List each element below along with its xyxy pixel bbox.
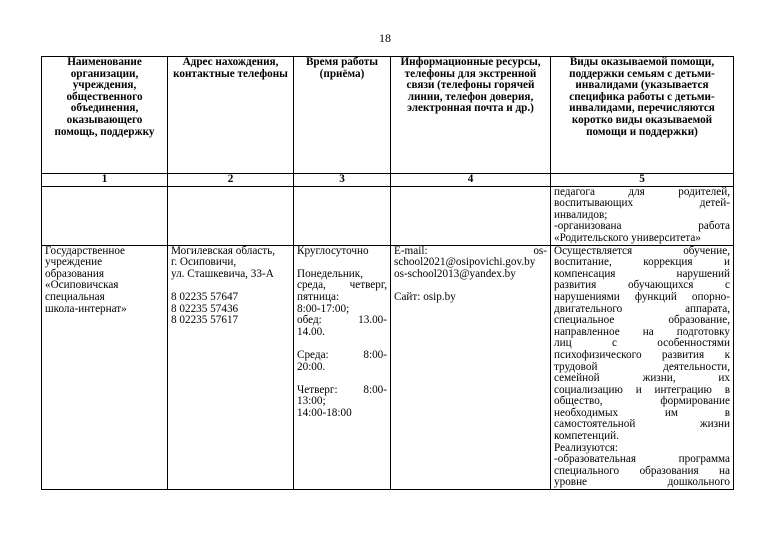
continuation-help-cell [551, 186, 734, 245]
help-line: общество, формирование [554, 395, 730, 408]
email-line: os-school2013@yandex.by [394, 267, 516, 280]
header-organization: Наименование организации, учреждения, общественного объединения, оказывающего помощь, поддержку [42, 57, 168, 174]
phone-number: 8 02235 57436 [171, 302, 239, 315]
column-number: 5 [551, 174, 734, 187]
help-line: педагога для родителей, [554, 185, 730, 198]
help-line: компенсация нарушений [554, 267, 730, 280]
help-line: необходимых им в [554, 406, 730, 419]
organization-line: Государственное [45, 244, 126, 257]
header-help-types: Виды оказываемой помощи, поддержки семьям с детьми-инвалидами (указывается специфика работы с детьми-инвалидами, перечисляются коротко виды оказываемой помощи и поддержки) [551, 57, 734, 174]
address-line: г. Осиповичи, [171, 256, 237, 269]
help-line: лиц с особенностями [554, 337, 730, 350]
organization-cell [42, 245, 168, 489]
hours-line: 13:00; [297, 395, 326, 408]
header-resources: Информационные ресурсы, телефоны для экстренной связи (телефоны горячей линии, телефон доверия, электронная почта и др.) [391, 57, 551, 174]
help-line: -образовательная программа [554, 453, 730, 466]
column-number: 3 [294, 174, 391, 187]
help-line: специальное образование, [554, 314, 730, 327]
help-line: специального образования на [554, 464, 730, 477]
help-line: воспитывающих детей- [554, 197, 730, 210]
cell-empty [42, 186, 168, 245]
hours-line: 14.00. [297, 325, 325, 338]
help-cell [551, 245, 734, 489]
hours-cell [294, 245, 391, 489]
address-line: ул. Сташкевича, 33-А [171, 267, 274, 280]
help-line: нарушениями функций опорно- [554, 290, 730, 303]
email-line: school2021@osipovichi.gov.by [394, 256, 536, 269]
help-line: воспитание, коррекция и [554, 256, 730, 269]
help-line: семейной жизни, их [554, 372, 730, 385]
help-line: развития обучающихся с [554, 279, 730, 292]
column-number: 2 [168, 174, 294, 187]
contacts-cell [391, 245, 551, 489]
organization-line: школа-интернат» [45, 302, 127, 315]
organization-line: образования [45, 267, 105, 280]
hours-line: Среда: 8:00- [297, 348, 387, 361]
hours-daily: Круглосуточно [297, 244, 369, 257]
header-address: Адрес нахождения, контактные телефоны [168, 57, 294, 174]
phone-number: 8 02235 57617 [171, 314, 239, 327]
column-number: 1 [42, 174, 168, 187]
help-line: -организована работа [554, 220, 730, 233]
help-line: самостоятельной жизни [554, 418, 730, 431]
continuation-row [42, 186, 734, 245]
email-line: E-mail: os- [394, 244, 547, 257]
cell-empty [294, 186, 391, 245]
help-line: Осуществляется обучение, [554, 244, 730, 257]
help-line: компетенций. [554, 430, 619, 443]
help-line: социализацию и интеграцию в [554, 383, 730, 396]
help-line: уровне дошкольного [554, 476, 730, 489]
address-line: Могилевская область, [171, 244, 276, 257]
help-line: инвалидов; [554, 208, 608, 221]
hours-line: 20:00. [297, 360, 326, 373]
organization-line: специальная [45, 290, 105, 303]
organization-line: учреждение [45, 256, 103, 269]
hours-line: 8:00-17:00; [297, 302, 350, 315]
help-line: Реализуются: [554, 441, 619, 454]
cell-empty [391, 186, 551, 245]
cell-empty [168, 186, 294, 245]
help-line: психофизического развития к [554, 348, 730, 361]
address-cell [168, 245, 294, 489]
website-line: Сайт: osip.by [394, 290, 456, 303]
table-header-row [42, 57, 734, 174]
header-hours: Время работы (приёма) [294, 57, 391, 174]
page-number: 18 [379, 31, 391, 45]
hours-line: 14:00-18:00 [297, 406, 352, 419]
phone-number: 8 02235 57647 [171, 290, 239, 303]
organizations-table [41, 56, 734, 490]
organization-line: «Осиповичская [45, 279, 119, 292]
hours-line: пятница: [297, 290, 340, 303]
table-row [42, 245, 734, 489]
help-line: двигательного аппарата, [554, 302, 730, 315]
help-line: направленное на подготовку [554, 325, 730, 338]
hours-line: обед: 13.00- [297, 314, 387, 327]
column-number: 4 [391, 174, 551, 187]
help-line: «Родительского университета» [554, 231, 701, 244]
hours-line: среда, четверг, [297, 279, 387, 292]
column-number-row [42, 174, 734, 187]
help-line: трудовой деятельности, [554, 360, 730, 373]
hours-line: Понедельник, [297, 267, 364, 280]
hours-line: Четверг: 8:00- [297, 383, 387, 396]
